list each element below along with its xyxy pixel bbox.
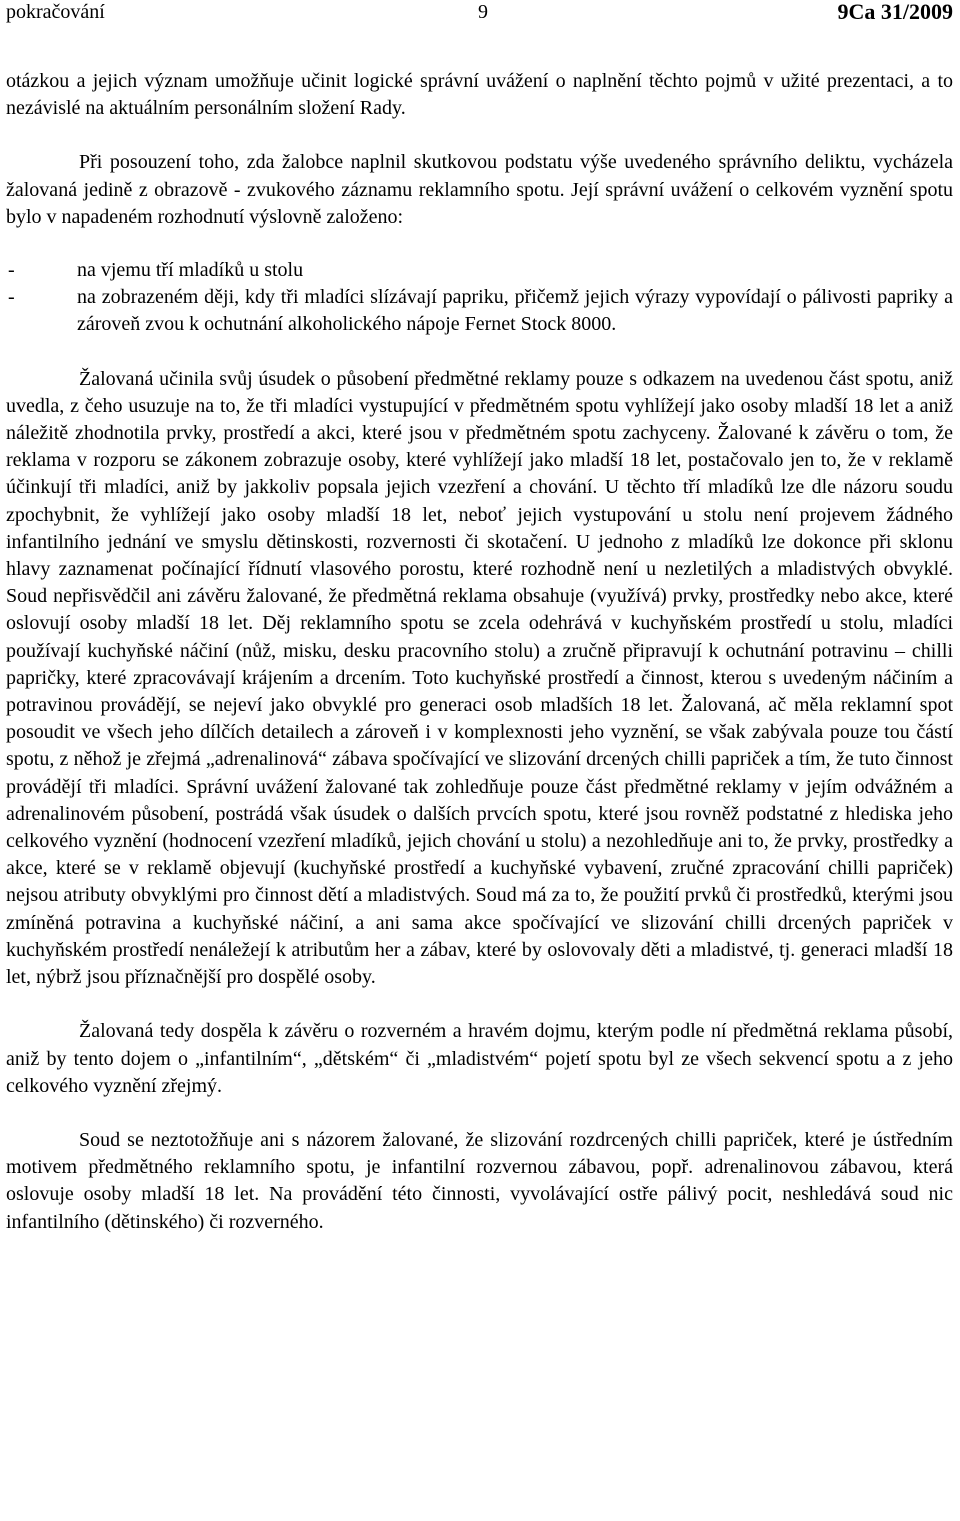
list-dash: - (8, 286, 15, 309)
page-header (6, 0, 953, 34)
list-dash: - (8, 259, 15, 282)
page-number: 9 (478, 1, 488, 23)
list-item (6, 257, 953, 284)
paragraph-assessment: Při posouzení toho, zda žalobce naplnil skutkovou podstatu výše uvedeného správního deliktu, vycházela žalovaná jedině z obrazově - zvukového záznamu reklamního spotu. Její správní uvážení o celkovém vyznění spotu bylo v napadeném rozhodnutí výslovně založeno: (6, 151, 953, 228)
reasons-list (6, 257, 953, 339)
header-continuation: pokračování (6, 1, 105, 23)
case-number: 9Ca 31/2009 (837, 0, 953, 24)
document-body (6, 68, 953, 1236)
list-item (6, 284, 953, 338)
list-item-text: na vjemu tří mladíků u stolu (77, 259, 304, 282)
paragraph-conclusion: Žalovaná tedy dospěla k závěru o rozverném a hravém dojmu, kterým podle ní předmětná reklama působí, aniž by tento dojem o „infantilním“, „dětském“ či „mladistvém“ pojetí spotu byl ze všech sekvencí spotu a z jeho celkového vyznění zřejmý. (6, 1020, 953, 1097)
paragraph-court-opinion: Soud se neztotožňuje ani s názorem žalované, že slizování rozdrcených chilli papriček, které je ústředním motivem předmětného reklamního spotu, je infantilní rozvernou zábavou, popř. adrenalinovou zábavou, která oslovuje osoby mladší 18 let. Na provádění této činnosti, vyvolávající ostře pálivý pocit, neshledává soud nic infantilního (dětinského) či rozverného. (6, 1128, 953, 1233)
paragraph-continued: otázkou a jejich význam umožňuje učinit logické správní uvážení o naplnění těchto pojmů v užité prezentaci, a to nezávislé na aktuálním personálním složení Rady. (6, 70, 953, 120)
paragraph-reasoning: Žalovaná učinila svůj úsudek o působení předmětné reklamy pouze s odkazem na uvedenou část spotu, aniž uvedla, z čeho usuzuje na to, že tři mladíci vystupující v předmětném spotu vyhlížejí jako osoby mladší 18 let a aniž náležitě zhodnotila prvky, prostředí a akci, které jsou v předmětném spotu zachyceny. Žalované k závěru o tom, že reklama v rozporu se zákonem zobrazuje osoby, které vyhlížejí jako mladší 18 let, postačovalo jen to, že v reklamě účinkují tři mladíci, aniž by jakkoliv popsala jejich vzezření a chování. U těchto tří mladíků lze dle názoru soudu zpochybnit, že vyhlížejí jako osoby mladší 18 let, neboť jejich vystupování u stolu není projevem žádného infantilního jednání ve smyslu dětinskosti, rozvernosti či skotačení. U jednoho z mladíků lze dokonce při sklonu hlavy zaznamenat počínající řídnutí vlasového porostu, které rozhodně není u nezletilých a mladistvých obvyklé. Soud nepřisvědčil ani závěru žalované, že předmětná reklama obsahuje (využívá) prvky, prostředky nebo akce, které oslovují osoby mladší 18 let. Děj reklamního spotu se zcela odehrává v kuchyňském prostředí u stolu, mladíci používají kuchyňské náčiní (nůž, misku, desku pracovního stolu) a zručně připravují k ochutnání potravinu – chilli papričky, které zpracovávají krájením a drcením. Toto kuchyňské prostředí a činnost, kterou s uvedeným náčiním a potravinou provádějí, se nejeví jako obvyklé pro generaci osob mladších 18 let. Žalovaná, ač měla reklamní spot posoudit ve všech jeho dílčích detailech a zároveň i v komplexnosti jeho vyznění, se však zabývala pouze tou částí spotu, z něhož je zřejmá „adrenalinová“ zábava spočívající ve slizování drcených chilli papriček a tím, že tuto činnost provádějí tři mladíci. Správní uvážení žalované tak zohledňuje pouze část předmětné reklamy v jejím odvážném a adrenalinovém působení, postrádá však úsudek o dalších prvcích spotu, které jsou rovněž podstatné z hlediska jeho celkového vyznění (hodnocení vzezření mladíků, jejich chování u stolu) a nezohledňuje ani to, že prvky, prostředky a akce, které se v reklamě objevují (kuchyňské prostředí a kuchyňské vybavení, zručné zpracování chilli papriček) nejsou atributy obvyklými pro činnost dětí a mladistvých. Soud má za to, že použití prvků či prostředků, kterými jsou zmíněná potravina a kuchyňské náčiní, a ani sama akce spočívající ve slizování chilli drcených papriček v kuchyňském prostředí nenáležejí k atributům her a zábav, které by oslovovaly děti a mladistvé, tj. generaci mladší 18 let, nýbrž jsou příznačnější pro dospělé osoby. (6, 367, 953, 989)
list-item-text: na zobrazeném ději, kdy tři mladíci slízávají papriku, přičemž jejich výrazy vypovídají o pálivosti papriky a zároveň zvou k ochutnání alkoholického nápoje Fernet Stock 8000. (77, 286, 953, 336)
